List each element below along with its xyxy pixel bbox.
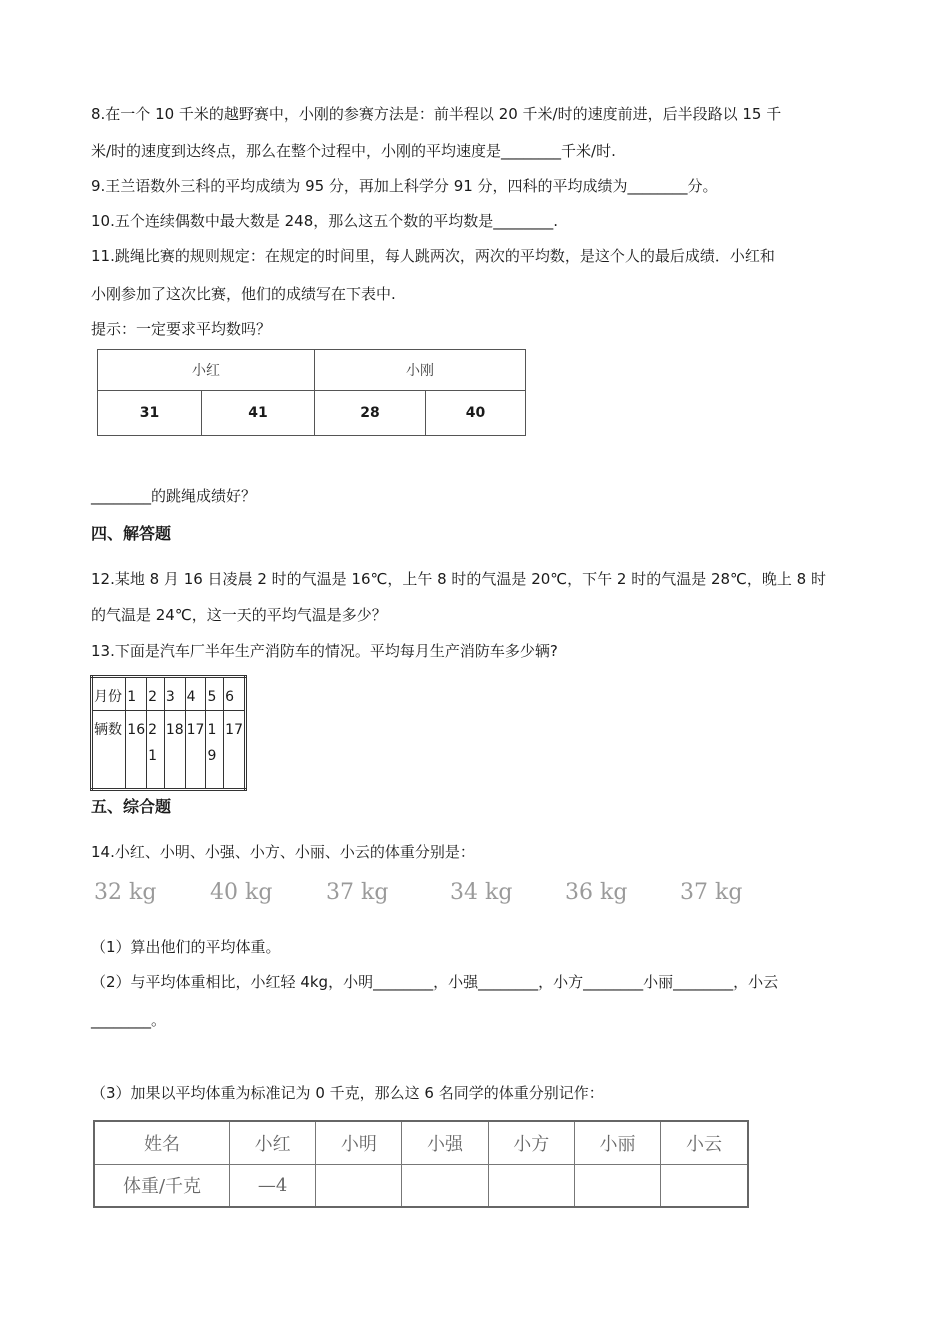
month-cell: 2	[147, 677, 165, 711]
q11-hint: 提示：一定要求平均数吗？	[91, 320, 272, 338]
q14-part3: （3）加果以平均体重为标准记为 0 千克，那么这 6 名同学的体重分别记作：	[91, 1084, 604, 1102]
score-cell: 40	[426, 391, 526, 436]
count-cell: 17	[224, 711, 246, 790]
count-cell: 19	[206, 711, 224, 790]
count-cell: 17	[185, 711, 206, 790]
q11-line1: 11.跳绳比赛的规则规定：在规定的时间里，每人跳两次，两次的平均数，是这个人的最后成绩．小红和	[91, 247, 775, 265]
q14-part2-line1: （2）与平均体重相比，小红轻 4kg，小明________，小强________，小方________小丽________，小云	[91, 973, 779, 991]
q11-line2: 小刚参加了这次比赛，他们的成绩写在下表中.	[91, 285, 396, 303]
weight-cell	[316, 1164, 402, 1207]
name-cell: 小强	[402, 1121, 488, 1164]
weight-cell	[488, 1164, 574, 1207]
q8-line2: 米/时的速度到达终点，那么在整个过程中，小刚的平均速度是________千米/时.	[91, 142, 616, 160]
header-xiaogang: 小刚	[315, 350, 526, 391]
month-cell: 4	[185, 677, 206, 711]
fire-truck-table	[90, 675, 247, 791]
count-cell: 18	[164, 711, 185, 790]
name-cell: 小明	[316, 1121, 402, 1164]
weight-value: 34 kg	[450, 880, 513, 905]
q12-line2: 的气温是 24℃，这一天的平均气温是多少？	[91, 606, 387, 624]
score-cell: 41	[202, 391, 315, 436]
q11-answer: ________的跳绳成绩好？	[91, 487, 257, 505]
count-cell: 21	[147, 711, 165, 790]
weight-record-table	[93, 1120, 749, 1208]
count-cell: 16	[126, 711, 147, 790]
q14-part1: （1）算出他们的平均体重。	[91, 938, 281, 956]
month-cell: 6	[224, 677, 246, 711]
month-cell: 1	[126, 677, 147, 711]
weight-value: 36 kg	[565, 880, 628, 905]
name-cell: 小云	[661, 1121, 748, 1164]
weight-value: 40 kg	[210, 880, 273, 905]
count-label: 辆数	[92, 711, 126, 790]
q9-text: 9.王兰语数外三科的平均成绩为 95 分，再加上科学分 91 分，四科的平均成绩为________分。	[91, 177, 718, 195]
q13-text: 13.下面是汽车厂半年生产消防车的情况。平均每月生产消防车多少辆?	[91, 642, 558, 660]
q8-line1: 8.在一个 10 千米的越野赛中，小刚的参赛方法是：前半程以 20 千米/时的速度前进，后半段路以 15 千	[91, 105, 782, 123]
weight-value: 37 kg	[680, 880, 743, 905]
score-cell: 28	[315, 391, 426, 436]
month-cell: 5	[206, 677, 224, 711]
q12-line1: 12.某地 8 月 16 日凌晨 2 时的气温是 16℃，上午 8 时的气温是 20℃，下午 2 时的气温是 28℃，晚上 8 时	[91, 570, 826, 588]
name-label: 姓名	[94, 1121, 230, 1164]
weight-cell	[661, 1164, 748, 1207]
jump-rope-table	[97, 349, 526, 436]
section-4-heading: 四、解答题	[91, 524, 172, 543]
name-cell: 小丽	[574, 1121, 660, 1164]
weight-cell: —4	[230, 1164, 316, 1207]
q14-text: 14.小红、小明、小强、小方、小丽、小云的体重分别是：	[91, 843, 475, 861]
q10-text: 10.五个连续偶数中最大数是 248，那么这五个数的平均数是________.	[91, 212, 559, 230]
weight-label: 体重/千克	[94, 1164, 230, 1207]
weight-value: 32 kg	[94, 880, 157, 905]
name-cell: 小红	[230, 1121, 316, 1164]
weight-value: 37 kg	[326, 880, 389, 905]
weight-cell	[574, 1164, 660, 1207]
month-cell: 3	[164, 677, 185, 711]
score-cell: 31	[98, 391, 202, 436]
header-xiaohong: 小红	[98, 350, 315, 391]
name-cell: 小方	[488, 1121, 574, 1164]
q14-part2-line2: ________。	[91, 1011, 167, 1029]
month-label: 月份	[92, 677, 126, 711]
section-5-heading: 五、综合题	[91, 797, 172, 816]
weight-cell	[402, 1164, 488, 1207]
